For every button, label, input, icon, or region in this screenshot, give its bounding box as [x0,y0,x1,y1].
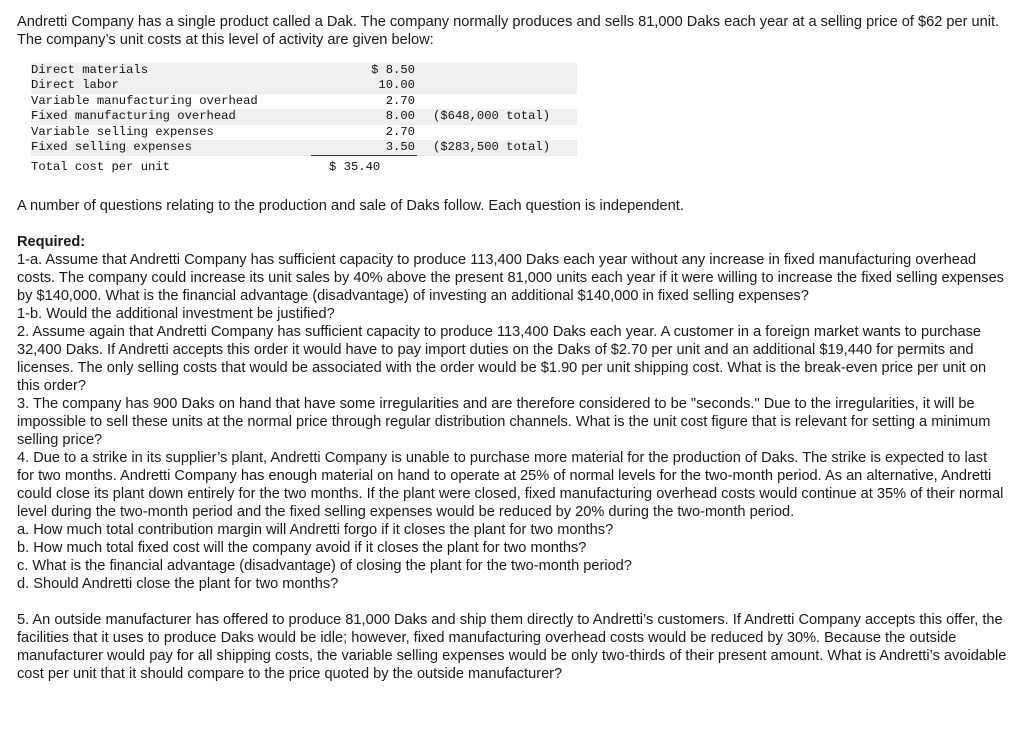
question-3: 3. The company has 900 Daks on hand that have some irregularities and are therefore considered to be "seconds." Due to the irregularities, it will be impossible to sell these units at the normal price through regular distribution channels. What is the unit cost figure that is relevant for setting a minimum selling price? [17,395,991,448]
question-2: 2. Assume again that Andretti Company has sufficient capacity to produce 113,400 Daks each year. A customer in a foreign market wants to purchase 32,400 Daks. If Andretti accepts this order it would have to pay import duties on the Daks of $2.70 per unit and an additional $19,440 for permits and licenses. The only selling costs that would be associated with the order would be $1.90 per unit shipping cost. What is the break-even price per unit on this order? [17,323,987,394]
unit-cost-table [31,63,577,176]
question-5: 5. An outside manufacturer has offered to produce 81,000 Daks and ship them directly to Andretti’s customers. If Andretti Company accepts this offer, the facilities that it uses to produce Daks would be idle; however, fixed manufacturing overhead costs would be reduced by 30%. Because the outside manufacturer would pay for all shipping costs, the variable selling expenses would be only two-thirds of their present amount. What is Andretti’s avoidable cost per unit that it should compare to the price quoted by the outside manufacturer? [17,611,1007,682]
question-4: 4. Due to a strike in its supplier’s plant, Andretti Company is unable to purchase more material for the production of Daks. The strike is expected to last for two months. Andretti Company has enough material on hand to operate at 25% of normal levels for the two-month period. As an alternative, Andretti could close its plant down entirely for the two months. If the plant were closed, fixed manufacturing overhead costs would continue at 35% of their normal level during the two-month period and the fixed selling expenses would be reduced by 20% during the two-month period. [17,449,1004,520]
cost-amount: 3.50 [311,140,417,156]
question-1a: 1-a. Assume that Andretti Company has sufficient capacity to produce 113,400 Daks each year without any increase in fixed manufacturing overhead costs. The company could increase its unit sales by 40% above the present 81,000 units each year if it were willing to increase the fixed selling expenses by $140,000. What is the financial advantage (disadvantage) of investing an additional $140,000 in fixed selling expenses? [17,251,1004,304]
cost-label: Fixed manufacturing overhead [31,109,311,124]
cost-row [31,63,577,78]
question-4a: a. How much total contribution margin will Andretti forgo if it closes the plant for two months? [17,521,614,538]
total-row [31,156,577,176]
cost-row [31,109,577,124]
cost-row [31,94,577,109]
cost-amount: 2.70 [385,124,415,139]
intro-paragraph: Andretti Company has a single product called a Dak. The company normally produces and sells 81,000 Daks each year at a selling price of $62 per unit. The company’s unit costs at this level of activity are given below: [17,14,1000,48]
question-1b: 1-b. Would the additional investment be justified? [17,305,335,322]
cost-label: Fixed selling expenses [31,140,311,156]
cost-label: Direct materials [31,63,311,78]
cost-label: Variable manufacturing overhead [31,93,258,108]
cost-note [417,78,577,93]
cost-amount: 8.00 [311,109,417,124]
cost-note [417,63,577,78]
question-4d: d. Should Andretti close the plant for two months? [17,575,339,592]
cost-row [31,140,577,156]
problem-document [17,13,1007,683]
cost-amount: 10.00 [311,78,417,93]
required-heading: Required: [17,233,86,250]
questions-note: A number of questions relating to the production and sale of Daks follow. Each question is independent. [17,197,684,214]
cost-note [417,94,577,109]
question-4c: c. What is the financial advantage (disadvantage) of closing the plant for the two-month period? [17,557,632,574]
cost-amount: 2.70 [385,93,415,108]
total-amount: $ 35.40 [329,160,381,175]
cost-label: Direct labor [31,78,311,93]
cost-row [31,125,577,140]
question-4b: b. How much total fixed cost will the company avoid if it closes the plant for two months? [17,539,587,556]
total-label: Total cost per unit [31,160,170,175]
cost-note [417,125,577,140]
cost-amount: $ 8.50 [311,63,417,78]
cost-label: Variable selling expenses [31,124,214,139]
cost-note: ($648,000 total) [417,109,577,124]
cost-note: ($283,500 total) [417,140,577,156]
cost-row [31,78,577,93]
